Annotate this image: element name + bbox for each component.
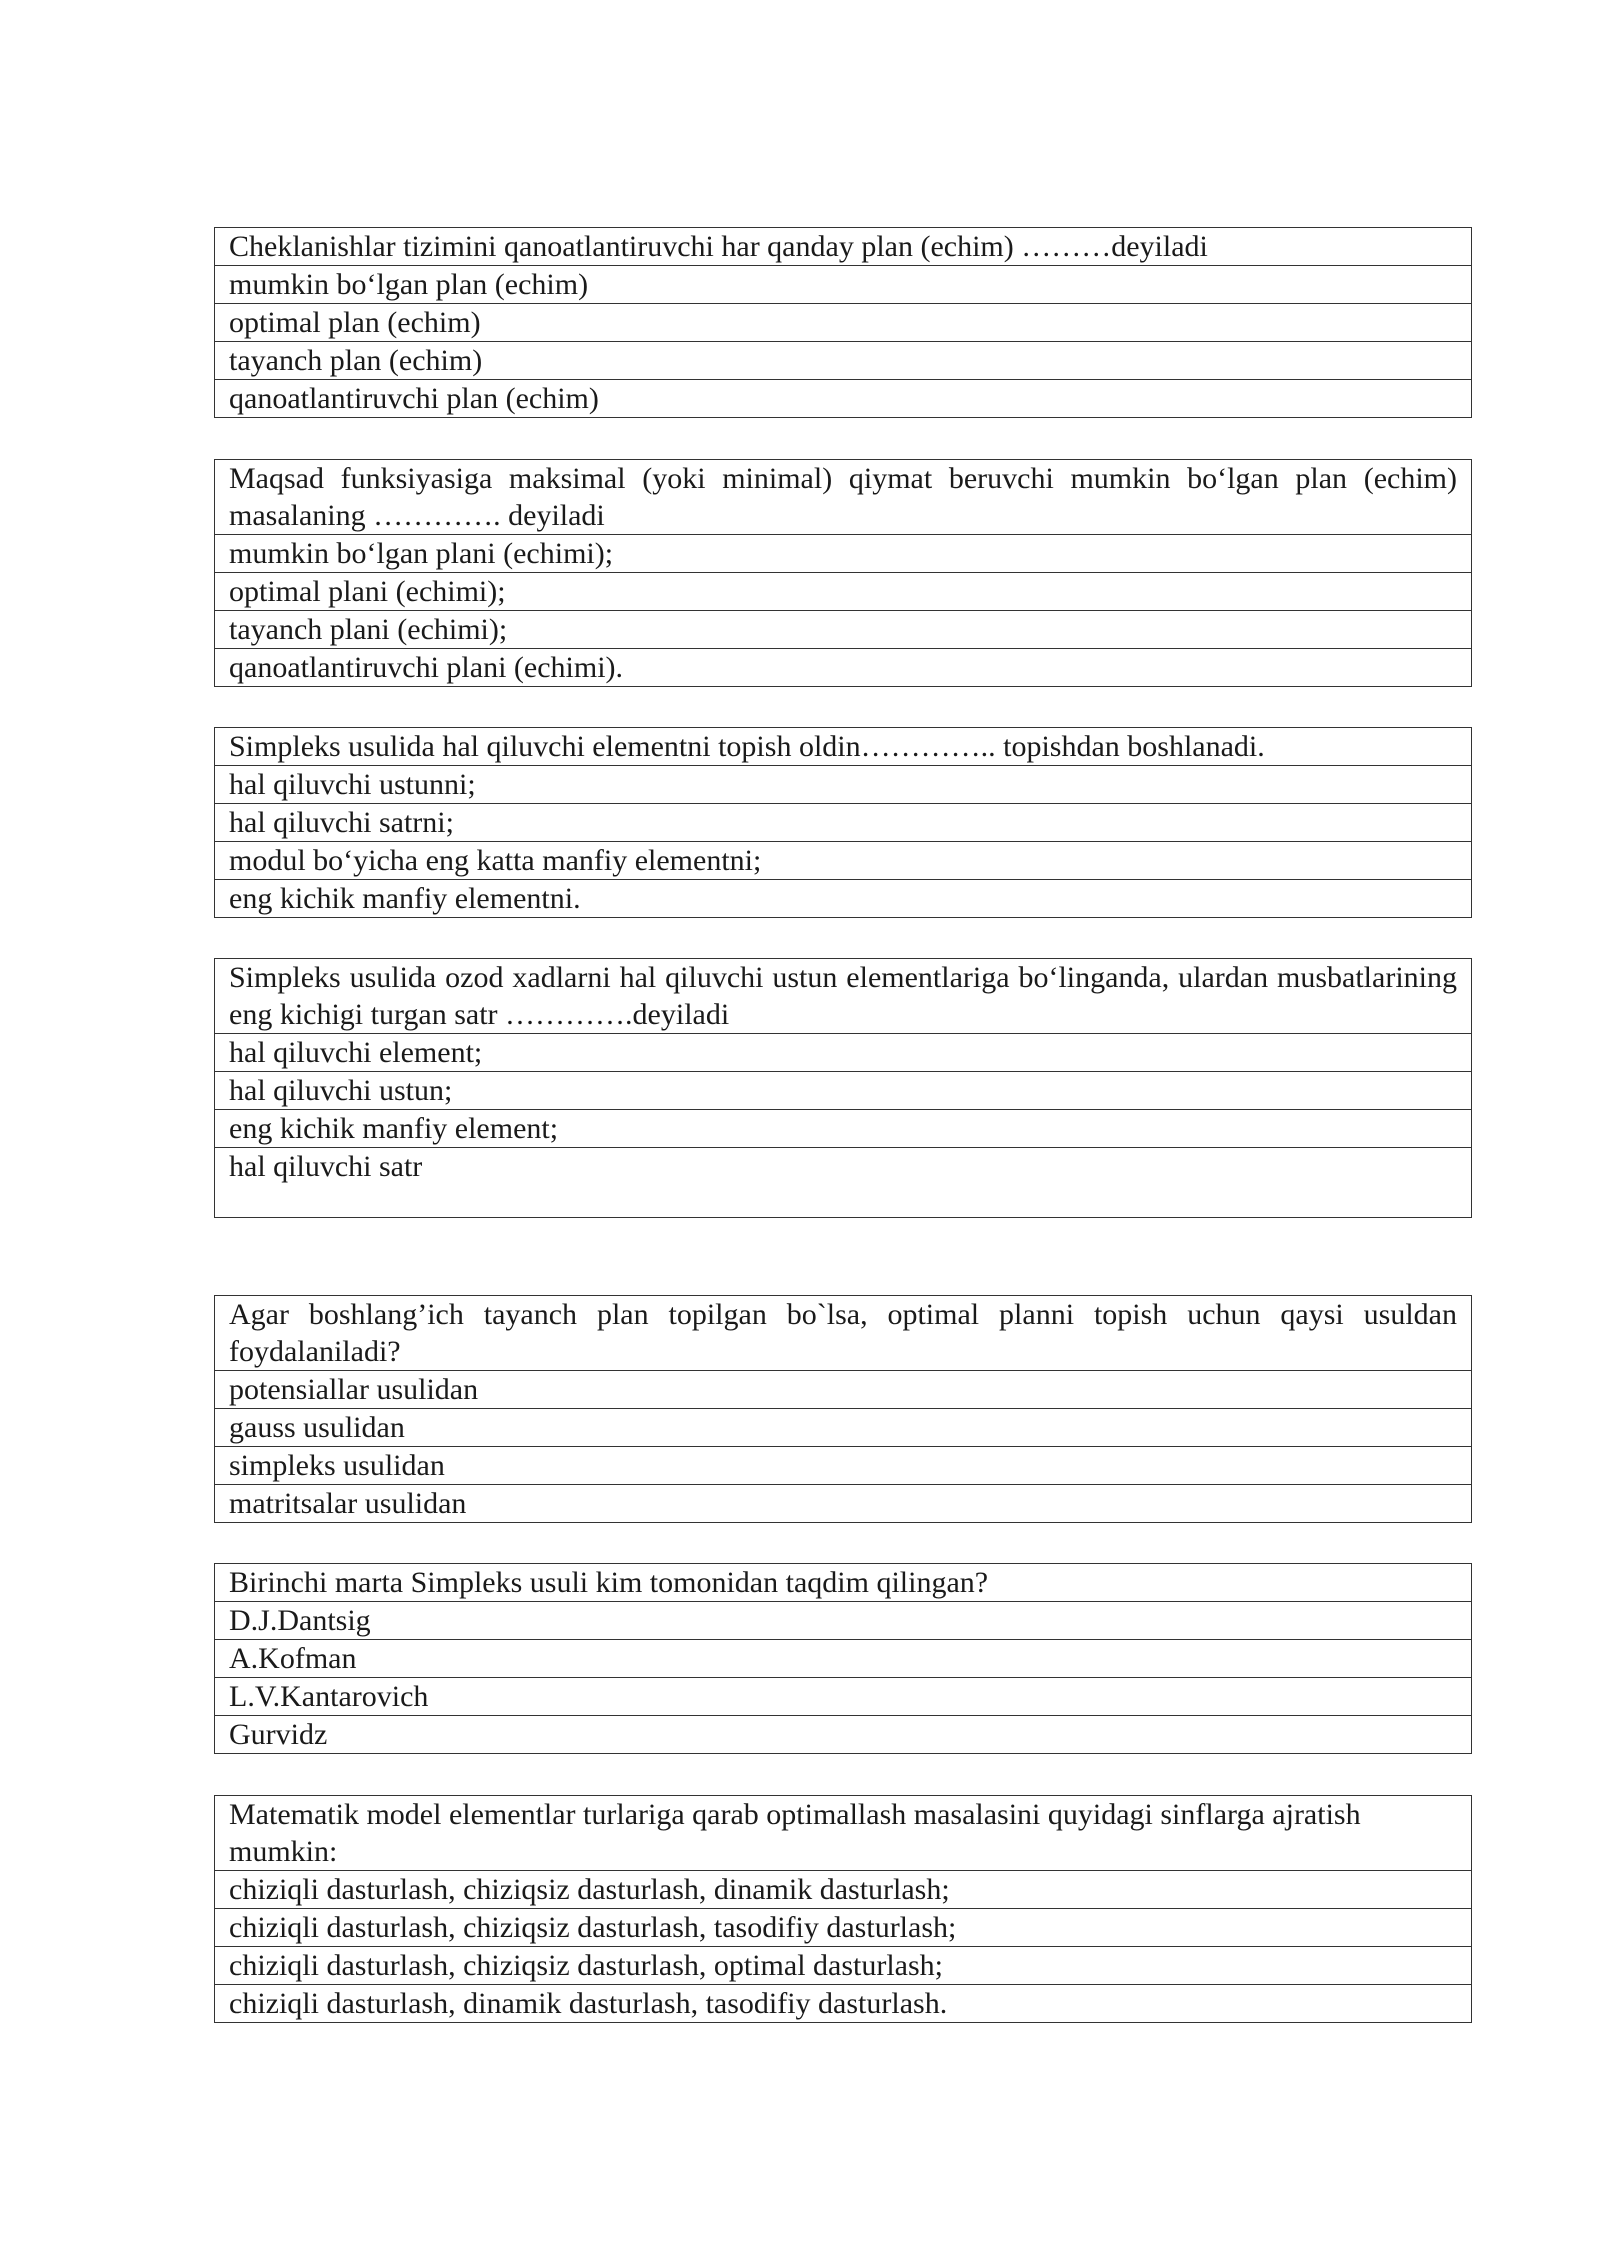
question-text: Agar boshlang’ich tayanch plan topilgan bo`lsa, optimal planni topish uchun qaysi usuldan foydalaniladi? — [215, 1296, 1472, 1371]
answer-option: optimal plan (echim) — [215, 304, 1472, 342]
answer-option: qanoatlantiruvchi plan (echim) — [215, 380, 1472, 418]
answer-option: optimal plani (echimi); — [215, 573, 1472, 611]
answer-option: hal qiluvchi satr — [215, 1148, 1472, 1218]
question-text: Cheklanishlar tizimini qanoatlantiruvchi har qanday plan (echim) ………deyiladi — [215, 228, 1472, 266]
answer-option: hal qiluvchi ustun; — [215, 1072, 1472, 1110]
question-text: Maqsad funksiyasiga maksimal (yoki minimal) qiymat beruvchi mumkin bo‘lgan plan (echim) masalaning …………. deyiladi — [215, 460, 1472, 535]
answer-option: modul bo‘yicha eng katta manfiy elementni; — [215, 842, 1472, 880]
question-block-3 — [214, 727, 1472, 918]
question-text: Birinchi marta Simpleks usuli kim tomonidan taqdim qilingan? — [215, 1564, 1472, 1602]
answer-option: matritsalar usulidan — [215, 1485, 1472, 1523]
answer-option: Gurvidz — [215, 1716, 1472, 1754]
question-block-4 — [214, 958, 1472, 1218]
answer-option: simpleks usulidan — [215, 1447, 1472, 1485]
answer-option: tayanch plan (echim) — [215, 342, 1472, 380]
question-text: Simpleks usulida ozod xadlarni hal qiluvchi ustun elementlariga bo‘linganda, ulardan musbatlarining eng kichigi turgan satr ………….deyiladi — [215, 959, 1472, 1034]
answer-option: qanoatlantiruvchi plani (echimi). — [215, 649, 1472, 687]
answer-option: eng kichik manfiy element; — [215, 1110, 1472, 1148]
question-block-6 — [214, 1563, 1472, 1754]
answer-option: chiziqli dasturlash, chiziqsiz dasturlash, dinamik dasturlash; — [215, 1871, 1472, 1909]
answer-option: potensiallar usulidan — [215, 1371, 1472, 1409]
question-block-1 — [214, 227, 1472, 418]
answer-option: chiziqli dasturlash, chiziqsiz dasturlash, optimal dasturlash; — [215, 1947, 1472, 1985]
question-block-5 — [214, 1295, 1472, 1523]
question-block-2 — [214, 459, 1472, 687]
answer-option: mumkin bo‘lgan plan (echim) — [215, 266, 1472, 304]
question-block-7 — [214, 1795, 1472, 2023]
answer-option: gauss usulidan — [215, 1409, 1472, 1447]
answer-option: hal qiluvchi satrni; — [215, 804, 1472, 842]
question-text: Matematik model elementlar turlariga qarab optimallash masalasini quyidagi sinflarga ajratish mumkin: — [215, 1796, 1472, 1871]
answer-option: chiziqli dasturlash, chiziqsiz dasturlash, tasodifiy dasturlash; — [215, 1909, 1472, 1947]
answer-option: mumkin bo‘lgan plani (echimi); — [215, 535, 1472, 573]
answer-option: tayanch plani (echimi); — [215, 611, 1472, 649]
answer-option: chiziqli dasturlash, dinamik dasturlash, tasodifiy dasturlash. — [215, 1985, 1472, 2023]
question-text: Simpleks usulida hal qiluvchi elementni topish oldin………….. topishdan boshlanadi. — [215, 728, 1472, 766]
answer-option: L.V.Kantarovich — [215, 1678, 1472, 1716]
answer-option: A.Kofman — [215, 1640, 1472, 1678]
answer-option: eng kichik manfiy elementni. — [215, 880, 1472, 918]
answer-option: hal qiluvchi ustunni; — [215, 766, 1472, 804]
answer-option: D.J.Dantsig — [215, 1602, 1472, 1640]
answer-option: hal qiluvchi element; — [215, 1034, 1472, 1072]
